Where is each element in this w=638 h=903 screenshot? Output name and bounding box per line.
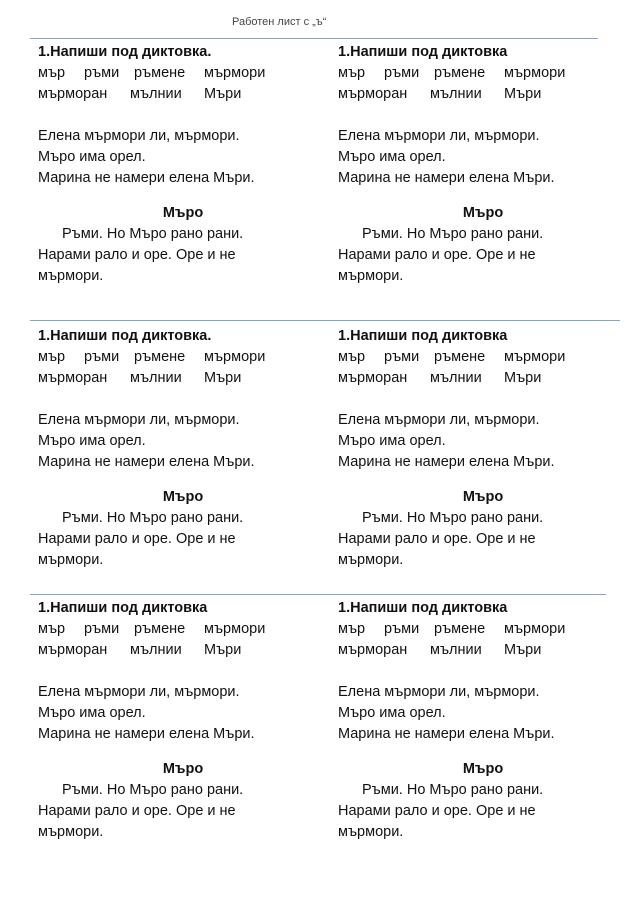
worksheet-title: Работен лист с „ъ“	[232, 16, 327, 28]
story-title: Мъро	[162, 205, 204, 221]
sentence: Елена мърмори ли, мърмори.	[38, 412, 240, 428]
story-line: мърмори.	[38, 552, 104, 568]
word-row-1	[338, 347, 628, 368]
story-line: Ръми. Но Мъро рано рани.	[362, 782, 544, 798]
sentence: Елена мърмори ли, мърмори.	[38, 128, 240, 144]
story-line: Ръми. Но Мъро рано рани.	[362, 510, 544, 526]
word: Мъри	[504, 370, 542, 386]
word: ръмене	[434, 349, 486, 365]
word: мърмори	[204, 621, 266, 637]
word: мърморан	[38, 370, 108, 386]
word: мър	[38, 65, 66, 81]
story-line: мърмори.	[38, 824, 104, 840]
story-line: Ръми. Но Мъро рано рани.	[62, 510, 244, 526]
story-title: Мъро	[462, 761, 504, 777]
word: мър	[38, 621, 66, 637]
word: Мъри	[204, 86, 242, 102]
word: мър	[38, 349, 66, 365]
story-line: Ръми. Но Мъро рано рани.	[62, 782, 244, 798]
story-line: Нарами рало и оре. Оре и не	[338, 803, 536, 819]
word: мърморан	[338, 86, 408, 102]
word: мърморан	[38, 86, 108, 102]
word: ръми	[84, 349, 120, 365]
word-row-2	[338, 368, 628, 389]
word: мърмори	[204, 349, 266, 365]
card-title: 1.Напиши под диктовка	[338, 600, 508, 616]
sentence: Мъро има орел.	[338, 149, 446, 165]
story-line: Ръми. Но Мъро рано рани.	[362, 226, 544, 242]
word: мълнии	[130, 642, 182, 658]
word: Мъри	[504, 86, 542, 102]
story-title: Мъро	[462, 489, 504, 505]
word-row-2	[38, 368, 328, 389]
sentence: Мъро има орел.	[338, 705, 446, 721]
word-row-1	[38, 619, 328, 640]
word-row-1	[338, 619, 628, 640]
word: ръми	[384, 621, 420, 637]
word: ръмене	[134, 65, 186, 81]
word-row-2	[38, 640, 328, 661]
word: мърморан	[338, 370, 408, 386]
divider-middle	[30, 320, 620, 321]
sentence: Марина не намери елена Мъри.	[38, 170, 255, 186]
word: мърмори	[204, 65, 266, 81]
word: мълнии	[130, 86, 182, 102]
sentence: Елена мърмори ли, мърмори.	[338, 128, 540, 144]
story-line: Нарами рало и оре. Оре и не	[38, 531, 236, 547]
dictation-card	[338, 326, 628, 571]
word-row-2	[338, 640, 628, 661]
sentence: Елена мърмори ли, мърмори.	[338, 412, 540, 428]
dictation-card	[338, 598, 628, 843]
word: ръми	[384, 349, 420, 365]
word: ръми	[384, 65, 420, 81]
word-row-2	[338, 84, 628, 105]
story-line: Нарами рало и оре. Оре и не	[38, 247, 236, 263]
sentence: Марина не намери елена Мъри.	[38, 726, 255, 742]
word: мърморан	[38, 642, 108, 658]
word: мълнии	[430, 86, 482, 102]
word: Мъри	[204, 642, 242, 658]
dictation-card	[338, 42, 628, 287]
sentence: Марина не намери елена Мъри.	[338, 454, 555, 470]
word: мълнии	[130, 370, 182, 386]
word: мърморан	[338, 642, 408, 658]
word: мър	[338, 349, 366, 365]
story-title: Мъро	[162, 489, 204, 505]
word: ръмене	[434, 621, 486, 637]
story-line: мърмори.	[38, 268, 104, 284]
word: Мъри	[204, 370, 242, 386]
word-row-1	[338, 63, 628, 84]
story-line: мърмори.	[338, 824, 404, 840]
story-line: мърмори.	[338, 552, 404, 568]
sentence: Мъро има орел.	[38, 149, 146, 165]
word: мълнии	[430, 642, 482, 658]
word: мър	[338, 65, 366, 81]
word: ръмене	[134, 349, 186, 365]
card-title: 1.Напиши под диктовка.	[38, 44, 212, 60]
sentence: Марина не намери елена Мъри.	[38, 454, 255, 470]
word-row-1	[38, 347, 328, 368]
dictation-card	[38, 326, 328, 571]
word: мър	[338, 621, 366, 637]
divider-lower	[30, 594, 606, 595]
story-line: мърмори.	[338, 268, 404, 284]
card-title: 1.Напиши под диктовка	[38, 600, 208, 616]
word: ръми	[84, 621, 120, 637]
story-title: Мъро	[162, 761, 204, 777]
story-line: Нарами рало и оре. Оре и не	[38, 803, 236, 819]
divider-top	[30, 38, 598, 39]
card-title: 1.Напиши под диктовка.	[38, 328, 212, 344]
sentence: Марина не намери елена Мъри.	[338, 726, 555, 742]
word: Мъри	[504, 642, 542, 658]
card-title: 1.Напиши под диктовка	[338, 328, 508, 344]
sentence: Мъро има орел.	[338, 433, 446, 449]
sentence: Елена мърмори ли, мърмори.	[38, 684, 240, 700]
word: мърмори	[504, 65, 566, 81]
story-line: Нарами рало и оре. Оре и не	[338, 247, 536, 263]
story-line: Ръми. Но Мъро рано рани.	[62, 226, 244, 242]
dictation-card	[38, 598, 328, 843]
story-line: Нарами рало и оре. Оре и не	[338, 531, 536, 547]
sentence: Мъро има орел.	[38, 705, 146, 721]
sentence: Мъро има орел.	[38, 433, 146, 449]
word: ръмене	[134, 621, 186, 637]
dictation-card	[38, 42, 328, 287]
word: мълнии	[430, 370, 482, 386]
word: ръмене	[434, 65, 486, 81]
word-row-1	[38, 63, 328, 84]
word-row-2	[38, 84, 328, 105]
word: мърмори	[504, 621, 566, 637]
sentence: Марина не намери елена Мъри.	[338, 170, 555, 186]
word: мърмори	[504, 349, 566, 365]
story-title: Мъро	[462, 205, 504, 221]
card-title: 1.Напиши под диктовка	[338, 44, 508, 60]
word: ръми	[84, 65, 120, 81]
sentence: Елена мърмори ли, мърмори.	[338, 684, 540, 700]
